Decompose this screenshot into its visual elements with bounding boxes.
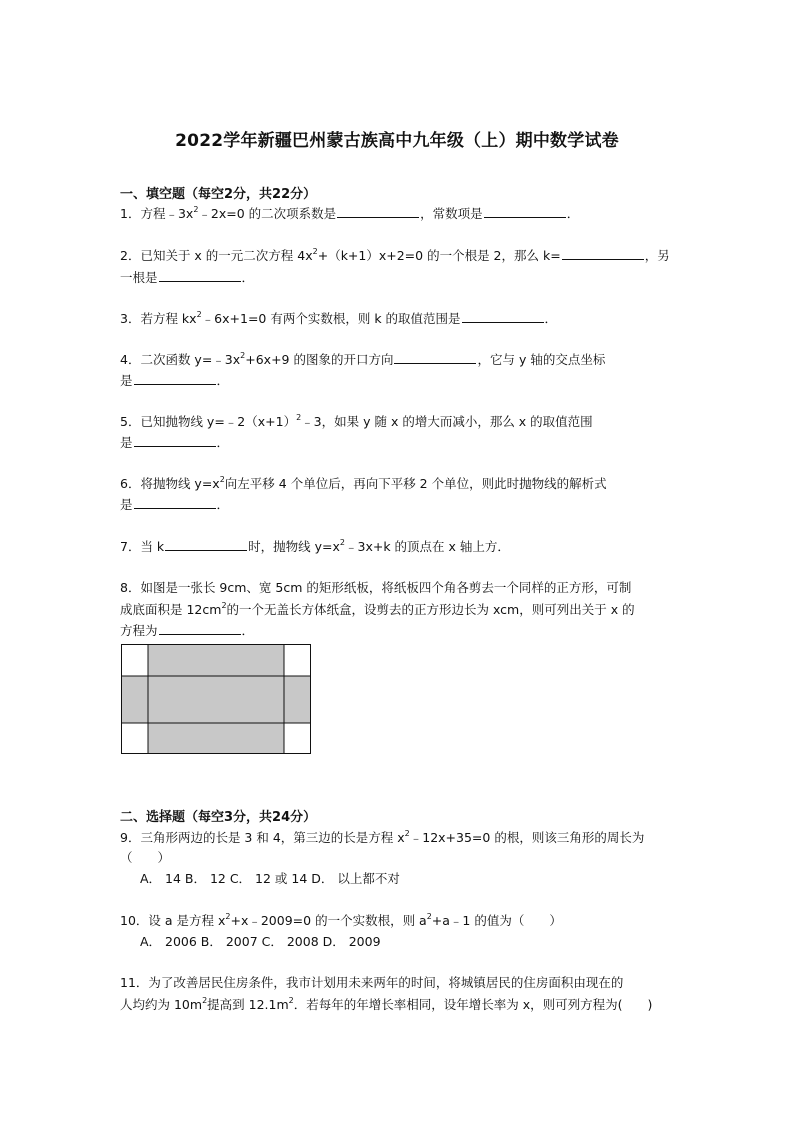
- question-7: 7．当 k 时，抛物线 $y=x^2﹣3x+k$ 的顶点在 x 轴上方．: [120, 538, 510, 554]
- corner-square-top-left: [122, 645, 149, 677]
- question-11: 11．为了改善居民住房条件，我市计划用未来两年的时间，将城镇居民的住房面积由现在的: [120, 975, 624, 990]
- question-2: 2．已知关于 x 的一元二次方程 $4x^2+(k+1)x+2=0$ 的一个根是 2，那么 k= ，另: [120, 247, 670, 263]
- page-title: 2022学年新疆巴州蒙古族高中九年级（上）期中数学试卷: [175, 131, 619, 151]
- answer-blank[interactable]: [165, 538, 247, 551]
- question-5-continued: 是 ．: [120, 435, 230, 450]
- question-9-bracket: （ ）: [120, 850, 171, 865]
- answer-blank[interactable]: [134, 434, 216, 447]
- base-rectangle: [148, 676, 284, 723]
- corner-square-bottom-left: [122, 723, 149, 754]
- question-2-continued: 一根是 ．: [120, 270, 255, 285]
- question-8: 8．如图是一张长 9cm、宽 5cm 的矩形纸板，将纸板四个角各剪去一个同样的正方形，可制: [120, 580, 632, 595]
- answer-blank[interactable]: [462, 310, 544, 323]
- answer-blank[interactable]: [134, 496, 216, 509]
- question-9-options[interactable]: A． 14 B． 12 C． 12 或 14 D． 以上都不对: [140, 871, 400, 886]
- question-3: 3．若方程 $kx^2﹣6x+1=0$ 有两个实数根，则 k 的取值范围是 ．: [120, 310, 558, 326]
- corner-square-bottom-right: [284, 723, 311, 754]
- question-6-continued: 是 ．: [120, 497, 230, 512]
- answer-blank[interactable]: [484, 205, 566, 218]
- answer-blank[interactable]: [337, 205, 419, 218]
- section-heading-multiple-choice: 二、选择题（每空3分，共24分）: [120, 810, 317, 825]
- question-10: 10．设 a 是方程 $x^2+x﹣2009=0$ 的一个实数根，则 $a^2+a﹣1$ 的值为（ ）: [120, 912, 562, 928]
- answer-blank[interactable]: [134, 372, 216, 385]
- answer-blank[interactable]: [159, 622, 241, 635]
- question-4: 4．二次函数 $y=﹣3x^2+6x+9$ 的图象的开口方向 ，它与 y 轴的交点坐标: [120, 351, 606, 367]
- cardboard-figure: [121, 644, 311, 754]
- answer-blank[interactable]: [562, 247, 644, 260]
- question-4-continued: 是 ．: [120, 373, 230, 388]
- question-11-continued: 人均约为 $10m^2$提高到 $12.1m^2$．若每年的年增长率相同，设年增长率为 x，则可列方程为( ): [120, 996, 653, 1012]
- answer-blank[interactable]: [394, 351, 476, 364]
- question-10-options[interactable]: A． 2006 B． 2007 C． 2008 D． 2009: [140, 934, 381, 949]
- question-9: 9．三角形两边的长是 3 和 4，第三边的长是方程 $x^2﹣12x+35=0$ 的根，则该三角形的周长为: [120, 829, 645, 845]
- section-heading-fill-in: 一、填空题（每空2分，共22分）: [120, 187, 317, 202]
- corner-square-top-right: [284, 645, 311, 677]
- question-5: 5．已知抛物线 $y=﹣2(x+1)^2﹣3$，如果 y 随 x 的增大而减小，那么 x 的取值范围: [120, 413, 593, 429]
- question-8-continued-2: 方程为 ．: [120, 623, 255, 638]
- question-1: 1．方程$﹣3x^2﹣2x=0$ 的二次项系数是 ，常数项是 ．: [120, 205, 580, 221]
- question-6: 6．将抛物线 $y=x^2$向左平移 4 个单位后，再向下平移 2 个单位，则此时抛物线的解析式: [120, 475, 607, 491]
- answer-blank[interactable]: [159, 269, 241, 282]
- question-8-continued: 成底面积是 $12cm^2$的一个无盖长方体纸盒，设剪去的正方形边长为 xcm，则可列出关于 x 的: [120, 601, 635, 617]
